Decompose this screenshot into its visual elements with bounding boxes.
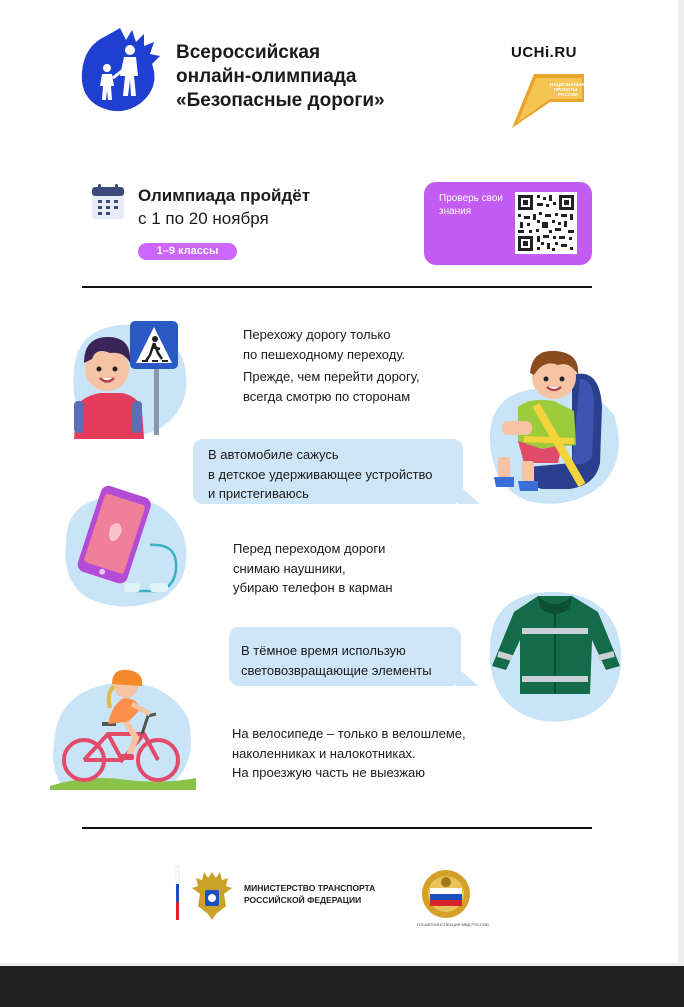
grades-badge: 1–9 классы [138, 243, 237, 260]
bubble-car-seat [193, 439, 463, 504]
rule-line: Прежде, чем перейти дорогу, [243, 369, 420, 384]
rule-line: и пристегиваюсь [208, 486, 309, 501]
check-knowledge-card[interactable] [424, 182, 592, 265]
rule-reflective-text [229, 627, 461, 680]
schedule-title: Олимпиада пройдёт [138, 186, 311, 205]
top-divider [82, 286, 592, 288]
title-line-3: «Безопасные дороги» [176, 90, 385, 111]
bottom-divider [82, 827, 592, 829]
national-projects-line-1: НАЦИОНАЛЬНЫЕ [550, 82, 591, 87]
uchi-brand-logo: UCHi.RU [511, 44, 577, 61]
ministry-emblem-icon [176, 866, 238, 922]
rule-look-around-text [243, 367, 420, 406]
rule-line: На проезжую часть не выезжаю [232, 765, 426, 780]
bubble-tail [458, 484, 482, 504]
rule-headphones-text [233, 539, 393, 598]
rule-bicycle-text [232, 724, 466, 783]
rule-line: убираю телефон в карман [233, 580, 393, 595]
rule-line: В автомобиле сажусь [208, 447, 339, 462]
national-projects-logo [510, 72, 591, 128]
schedule-dates: с 1 по 20 ноября [138, 209, 269, 228]
ministry-line: РОССИЙСКОЙ ФЕДЕРАЦИИ [244, 895, 362, 905]
ministry-name [244, 882, 375, 906]
olympiad-title [176, 41, 385, 113]
rule-line: всегда смотрю по сторонам [243, 388, 411, 404]
title-line-1: Всероссийская [176, 42, 321, 63]
phone-headphones-illustration [58, 487, 190, 607]
child-car-seat-illustration [484, 345, 626, 507]
girl-bicycle-illustration [48, 664, 198, 790]
gibdd-emblem-icon [417, 868, 475, 922]
ministry-line: МИНИСТЕРСТВО ТРАНСПОРТА [244, 883, 376, 893]
reflective-jacket-illustration [486, 584, 626, 724]
boy-crosswalk-illustration [66, 315, 194, 439]
rule-crossing-text [243, 325, 405, 364]
title-line-2: онлайн-олимпиада [176, 66, 357, 87]
qr-code-icon[interactable] [515, 192, 577, 254]
olympiad-logo [80, 26, 162, 116]
rule-line: наколенниках и налокотниках. [232, 745, 416, 761]
rule-line: Перехожу дорогу только [243, 327, 391, 342]
rule-line: Перед переходом дороги [233, 541, 386, 556]
national-projects-line-3: РОССИИ [558, 92, 578, 97]
calendar-icon [90, 183, 126, 221]
rule-line: в детское удерживающее устройство [208, 466, 433, 482]
rule-car-seat-text [193, 439, 463, 504]
viewer-bottom-bar [0, 966, 684, 1007]
check-knowledge-text: Проверь свои знания [439, 193, 503, 217]
rule-line: световозвращающие элементы [241, 662, 432, 678]
rule-line: по пешеходному переходу. [243, 346, 406, 362]
rule-line: В тёмное время использую [241, 643, 406, 658]
national-projects-line-2: ПРОЕКТЫ [554, 87, 578, 92]
bubble-tail [456, 666, 480, 686]
gibdd-label: ГОСАВТОИНСПЕКЦИЯ МВД РОССИИ [417, 922, 489, 927]
rule-line: На велосипеде – только в велошлеме, [232, 726, 466, 741]
bubble-reflective [229, 627, 461, 686]
rule-line: снимаю наушники, [233, 560, 346, 576]
